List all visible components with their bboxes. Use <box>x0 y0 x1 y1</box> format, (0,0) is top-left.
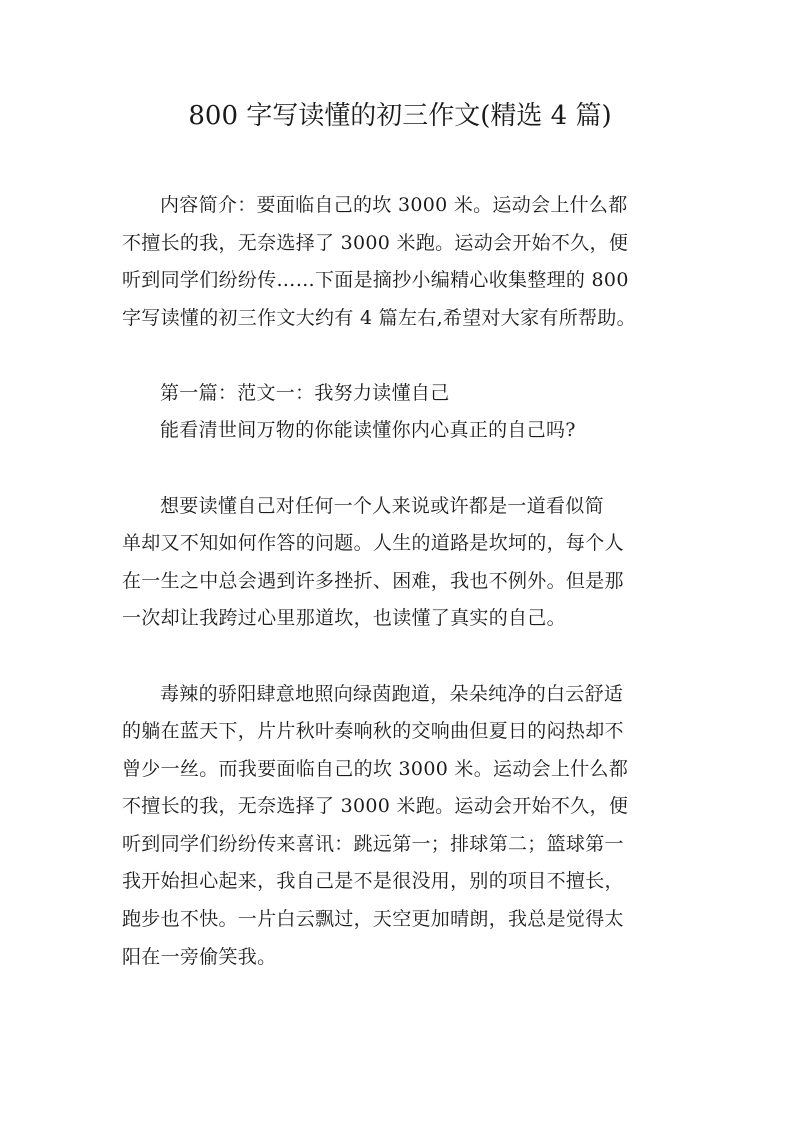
paragraph-line: 曾少一丝。而我要面临自己的坎 3000 米。运动会上什么都 <box>122 758 629 780</box>
section-question: 能看清世间万物的你能读懂你内心真正的自己吗? <box>160 419 576 441</box>
paragraph-line: 毒辣的骄阳肆意地照向绿茵跑道，朵朵纯净的白云舒适 <box>160 683 624 705</box>
intro-line: 听到同学们纷纷传……下面是摘抄小编精心收集整理的 800 <box>122 269 629 291</box>
paragraph-line: 听到同学们纷纷传来喜讯：跳远第一；排球第二；篮球第一 <box>122 833 624 855</box>
paragraph-line: 我开始担心起来，我自己是不是很没用，别的项目不擅长， <box>122 870 624 892</box>
paragraph-line: 单却又不知如何作答的问题。人生的道路是坎坷的，每个人 <box>122 532 624 554</box>
paragraph-line: 一次却让我跨过心里那道坎，也读懂了真实的自己。 <box>122 607 566 629</box>
intro-line: 不擅长的我，无奈选择了 3000 米跑。运动会开始不久，便 <box>122 232 629 254</box>
paragraph-line: 在一生之中总会遇到许多挫折、困难，我也不例外。但是那 <box>122 570 624 592</box>
paragraph-line: 阳在一旁偷笑我。 <box>122 946 277 968</box>
section-heading: 第一篇：范文一：我努力读懂自己 <box>160 382 450 404</box>
paragraph-line: 跑步也不快。一片白云飘过，天空更加晴朗，我总是觉得太 <box>122 908 624 930</box>
paragraph-line: 想要读懂自己对任何一个人来说或许都是一道看似简 <box>160 495 604 517</box>
intro-line: 字写读懂的初三作文大约有 4 篇左右,希望对大家有所帮助。 <box>122 307 636 329</box>
paragraph-line: 的躺在蓝天下，片片秋叶奏响秋的交响曲但夏日的闷热却不 <box>122 720 624 742</box>
intro-line: 内容简介：要面临自己的坎 3000 米。运动会上什么都 <box>160 194 628 216</box>
paragraph-line: 不擅长的我，无奈选择了 3000 米跑。运动会开始不久，便 <box>122 795 629 817</box>
document-title: 800 字写读懂的初三作文(精选 4 篇) <box>188 101 612 131</box>
